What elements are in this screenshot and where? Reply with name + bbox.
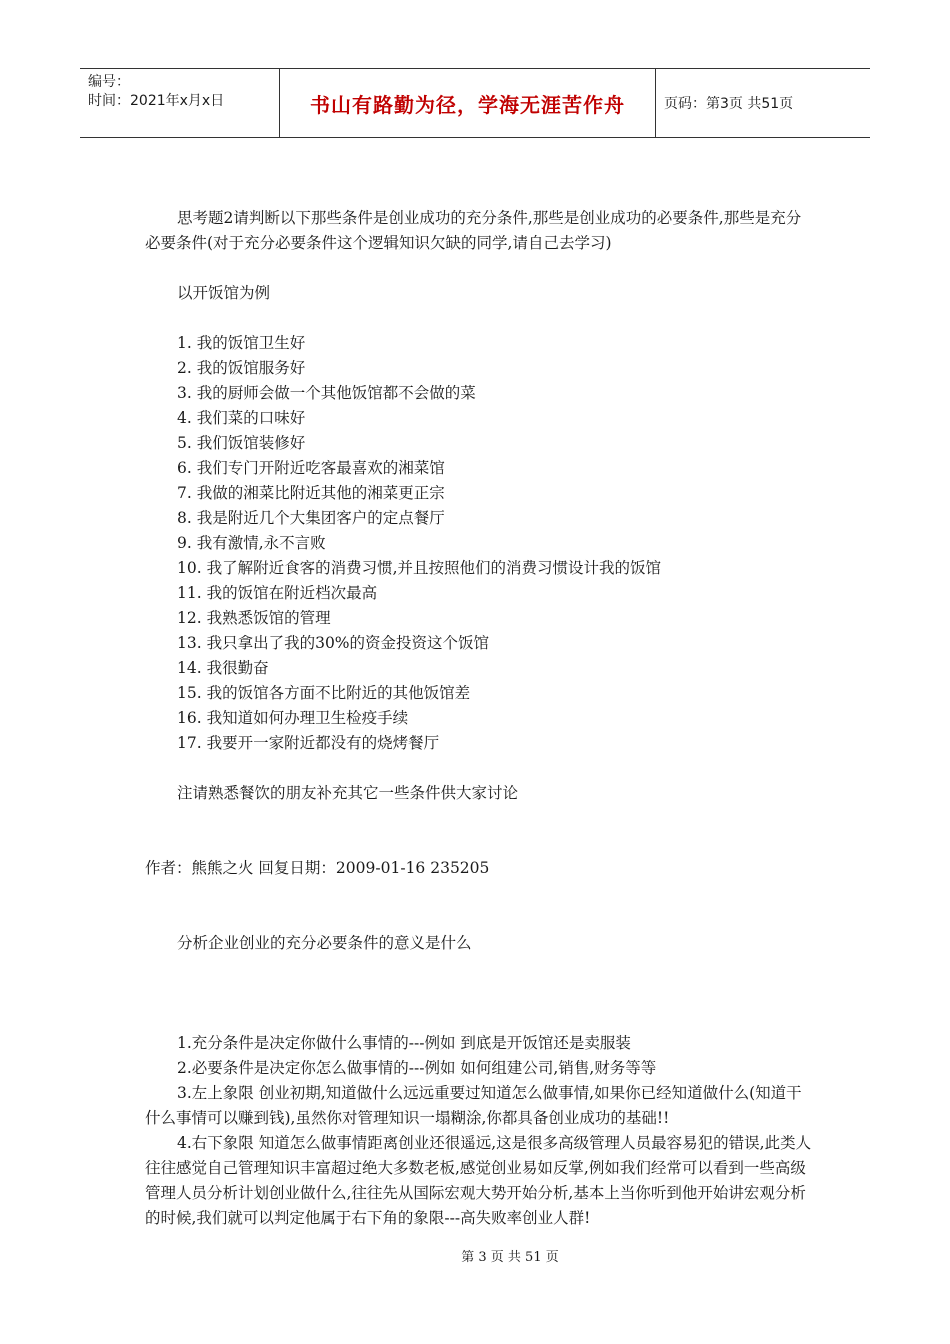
- number-label: 编号：: [88, 74, 130, 90]
- note-paragraph: 注请熟悉餐饮的朋友补充其它一些条件供大家讨论: [177, 784, 519, 802]
- document-body: [145, 206, 813, 1231]
- example-title: 以开饭馆为例: [177, 284, 271, 302]
- list-item: 13. 我只拿出了我的30%的资金投资这个饭馆: [177, 634, 490, 652]
- list-item: 5. 我们饭馆装修好: [177, 434, 306, 452]
- list-item: 1. 我的饭馆卫生好: [177, 334, 306, 352]
- list-item: 12. 我熟悉饭馆的管理: [177, 609, 331, 627]
- analysis-title: 分析企业创业的充分必要条件的意义是什么: [177, 934, 472, 952]
- time-label: 时间：2021年x月x日: [88, 93, 225, 109]
- list-item: 11. 我的饭馆在附近档次最高: [177, 584, 378, 602]
- list-item: 6. 我们专门开附近吃客最喜欢的湘菜馆: [177, 459, 445, 477]
- page-header: [80, 68, 870, 138]
- header-meta: [80, 69, 280, 137]
- list-item: 10. 我了解附近食客的消费习惯,并且按照他们的消费习惯设计我的饭馆: [177, 559, 662, 577]
- list-item: 14. 我很勤奋: [177, 659, 269, 677]
- list-item: 8. 我是附近几个大集团客户的定点餐厅: [177, 509, 445, 527]
- list-item: 7. 我做的湘菜比附近其他的湘菜更正宗: [177, 484, 445, 502]
- list-item: 15. 我的饭馆各方面不比附近的其他饭馆差: [177, 684, 471, 702]
- list-item: 17. 我要开一家附近都没有的烧烤餐厅: [177, 734, 440, 752]
- list-item: 3. 我的厨师会做一个其他饭馆都不会做的菜: [177, 384, 476, 402]
- list-item: 16. 我知道如何办理卫生检疫手续: [177, 709, 409, 727]
- header-page-info: 页码：第3页 共51页: [664, 96, 794, 112]
- list-item: 9. 我有激情,永不言败: [177, 534, 326, 552]
- page-footer: 第 3 页 共 51 页: [461, 1250, 559, 1265]
- list-item: 4. 我们菜的口味好: [177, 409, 306, 427]
- question-paragraph: 思考题2请判断以下那些条件是创业成功的充分条件,那些是创业成功的必要条件,那些是充分必要条件(对于充分必要条件这个逻辑知识欠缺的同学,请自己去学习): [145, 209, 802, 252]
- analysis-paragraph: 4.右下象限 知道怎么做事情距离创业还很遥远,这是很多高级管理人员最容易犯的错误,此类人往往感觉自己管理知识丰富超过绝大多数老板,感觉创业易如反掌,例如我们经常可以看到一些高级管理人员分析计划创业做什么,往往先从国际宏观大势开始分析,基本上当你听到他开始讲宏观分析的时候,我们就可以判定他属于右下角的象限---高失败率创业人群!: [145, 1134, 812, 1227]
- header-motto: 书山有路勤为径，学海无涯苦作舟: [280, 69, 656, 137]
- conditions-list: [145, 331, 813, 756]
- analysis-paragraph: 1.充分条件是决定你做什么事情的---例如 到底是开饭馆还是卖服装: [177, 1034, 631, 1052]
- analysis-paragraph: 2.必要条件是决定你怎么做事情的---例如 如何组建公司,销售,财务等等: [177, 1059, 657, 1077]
- list-item: 2. 我的饭馆服务好: [177, 359, 306, 377]
- analysis-paragraph: 3.左上象限 创业初期,知道做什么远远重要过知道怎么做事情,如果你已经知道做什么(知道干什么事情可以赚到钱),虽然你对管理知识一塌糊涂,你都具备创业成功的基础!!: [145, 1084, 802, 1127]
- author-line: 作者：熊熊之火 回复日期：2009-01-16 235205: [145, 859, 490, 877]
